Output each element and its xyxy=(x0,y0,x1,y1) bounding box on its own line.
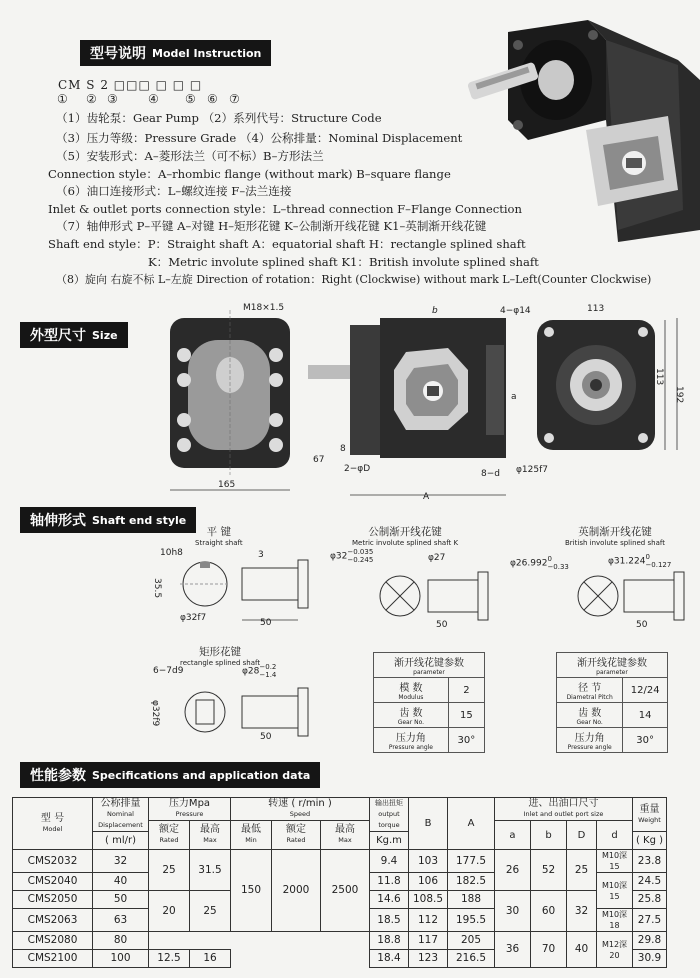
table-row: CMS2032 32 25 31.5 150 2000 2500 9.4 103 177.5 26 52 25 M10深15 23.8 xyxy=(13,850,667,873)
dim-67: 67 xyxy=(313,455,325,465)
dim-8d: 8−d xyxy=(481,469,500,479)
size-header: 外型尺寸 Size xyxy=(20,322,128,348)
straight-shaft-title: 平 键 Straight shaft xyxy=(195,526,243,547)
col-disp: 公称排量 Nominal Displacement xyxy=(93,798,149,832)
table-row: CMS2080 80 18.8 117 205 36 70 40 M12深20 29.8 xyxy=(13,932,667,950)
shaft-header: 轴伸形式 Shaft end style xyxy=(20,507,196,533)
rear-view-drawing xyxy=(535,300,685,490)
dim-50-d: 50 xyxy=(260,732,272,742)
table-row: CMS2100 100 12.5 16 18.4 123 216.5 30.9 xyxy=(13,950,667,968)
dim-125: φ125f7 xyxy=(516,465,549,475)
col-model: 型 号 Model xyxy=(13,798,93,850)
model-line-1: （1）齿轮泵：Gear Pump （2）系列代号：Structure Code xyxy=(56,111,382,125)
col-weight: 重量 Weight xyxy=(633,798,667,832)
dim-50-b: 50 xyxy=(436,620,448,630)
dim-113-top: 113 xyxy=(587,304,605,314)
model-line-7: （7）轴伸形式 P–平键 A–对键 H–矩形花键 K–公制渐开线花键 K1–英制渐开线花键 xyxy=(56,219,487,233)
model-header: 型号说明 Model Instruction xyxy=(80,40,271,66)
dim-113-side: 113 xyxy=(654,368,664,386)
dim-50-c: 50 xyxy=(636,620,648,630)
dim-a: a xyxy=(511,392,517,402)
dim-6-7d9: 6−7d9 xyxy=(153,666,184,676)
dim-165: 165 xyxy=(218,480,236,490)
dim-27: φ27 xyxy=(428,553,446,563)
front-view-drawing xyxy=(160,300,300,500)
dim-50-a: 50 xyxy=(260,618,272,628)
metric-param-table: 渐开线花键参数 parameter 模 数 Modulus 2 齿 数 Gear No. 15 压力角 Pressure angle 30° xyxy=(373,652,485,753)
straight-shaft-drawing xyxy=(160,548,320,638)
col-port: 进、出油口尺寸 Inlet and outlet port size xyxy=(495,798,633,821)
rect-shaft-drawing xyxy=(160,672,320,762)
dim-26-992: φ26.9920 −0.33 xyxy=(510,555,569,571)
dim-8: 8 xyxy=(340,444,346,454)
dim-35-5: 35.5 xyxy=(152,578,162,599)
model-line-9: K：Metric involute splined shaft K1：British involute splined shaft xyxy=(148,255,539,269)
dim-4-14: 4−φ14 xyxy=(500,306,531,316)
dim-2d: 2−φD xyxy=(344,464,371,474)
dim-3: 3 xyxy=(258,550,264,560)
dim-28: φ28−0.2 −1.4 xyxy=(242,663,277,679)
table-row: CMS2050 50 20 25 14.6 108.5 188 30 60 32 25.8 xyxy=(13,891,667,909)
model-code: CM S 2 □□□ □ □ □ xyxy=(58,78,203,92)
model-line-4: Connection style：A–rhombic flange (without mark) B–square flange xyxy=(48,167,451,181)
model-line-2: （3）压力等级：Pressure Grade （4）公称排量：Nominal Displacement xyxy=(56,131,463,145)
spec-table: 型 号 Model 公称排量 Nominal Displacement 压力Mpa Pressure 转速 ( r/min ) Speed 输出扭矩 output torque B A 进、出油口尺寸 Inlet and outlet port size 重量 Weight 额定 Rated 最高 Max 最低 Min 额定 Rated 最高 Max a b D d ( ml/r) Kg.m ( Kg ) CMS2032 32 25 31.5 150 2000 2500 9.4 103 177.5 26 52 25 M10深15 23.8 CMS2040 40 11.8 106 182.5 M10深15 24.5 CMS2050 50 20 25 14.6 108.5 188 30 60 32 25.8 CMS2063 63 18.5 112 195.5 M10深18 27.5 CMS2080 80 18.8 117 205 36 70 40 M12深20 29.8 CMS2100 100 12.5 16 18.4 123 216.5 30.9 xyxy=(12,797,667,968)
british-shaft-title: 英制渐开线花键 British involute splined shaft xyxy=(565,526,665,547)
british-shaft-drawing xyxy=(572,560,692,640)
dim-32f7: φ32f7 xyxy=(180,613,207,623)
metric-shaft-title: 公制渐开线花键 Metric involute splined shaft K xyxy=(352,526,459,547)
col-speed: 转速 ( r/min ) Speed xyxy=(231,798,370,821)
dim-m18: M18×1.5 xyxy=(243,303,285,313)
col-pressure: 压力Mpa Pressure xyxy=(149,798,231,821)
dim-31-224: φ31.2240 −0.127 xyxy=(608,553,672,569)
model-line-3: （5）安装形式：A–菱形法兰（可不标）B–方形法兰 xyxy=(56,149,324,163)
model-line-8: Shaft end style：P：Straight shaft A：equatorial shaft H：rectangle splined shaft xyxy=(48,237,526,251)
spec-header: 性能参数 Specifications and application data xyxy=(20,762,320,788)
dim-192: 192 xyxy=(674,386,684,404)
model-line-5: （6）油口连接形式：L–螺纹连接 F–法兰连接 xyxy=(56,184,292,198)
table-row: CMS2063 63 18.5 112 195.5 M10深18 27.5 xyxy=(13,909,667,932)
dim-32-metric: φ32−0.035 −0.245 xyxy=(330,548,374,564)
dim-b: b xyxy=(432,306,438,316)
model-line-10: （8）旋向 右旋不标 L–左旋 Direction of rotation：Right (Clockwise) without mark L–Left(Counter Clockwise) xyxy=(56,273,652,286)
dim-10h8: 10h8 xyxy=(160,548,183,558)
dim-32f9: φ32f9 xyxy=(150,700,160,727)
model-line-6: Inlet & outlet ports connection style：L–thread connection F–Flange Connection xyxy=(48,202,523,216)
rect-shaft-title: 矩形花键 rectangle splined shaft xyxy=(180,646,261,667)
pump-photo xyxy=(468,20,700,242)
british-param-table: 渐开线花键参数 parameter 径 节 Diametral Pitch 12/24 齿 数 Gear No. 14 压力角 Pressure angle 30° xyxy=(556,652,668,753)
table-row: CMS2040 40 11.8 106 182.5 M10深15 24.5 xyxy=(13,873,667,891)
dim-A: A xyxy=(423,492,430,502)
col-torque: 输出扭矩 output torque xyxy=(370,798,409,832)
